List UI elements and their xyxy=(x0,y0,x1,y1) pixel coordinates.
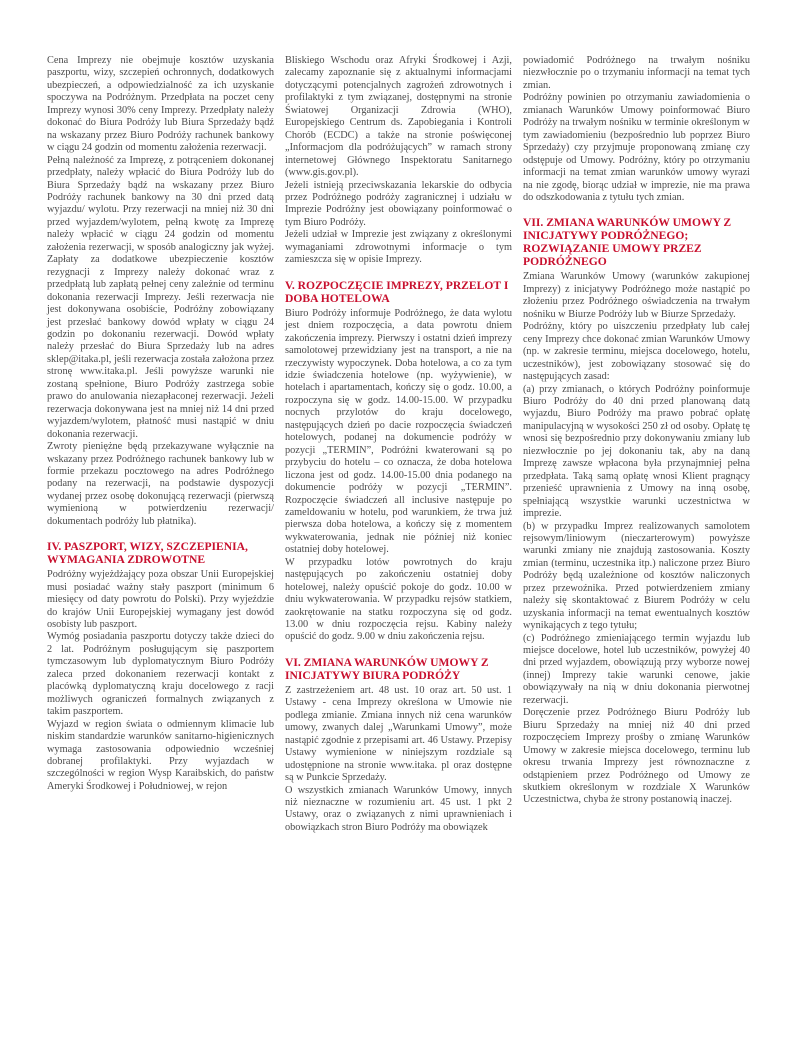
column-middle xyxy=(285,55,512,834)
section-heading-iv: IV. PASZPORT, WIZY, SZCZEPIENIA, WYMAGANIA ZDROWOTNE xyxy=(47,540,248,567)
section-heading-vi: VI. ZMIANA WARUNKÓW UMOWY Z INICJATYWY BIURA PODRÓŻY xyxy=(285,655,489,682)
paragraph-health-info: Bliskiego Wschodu oraz Afryki Środkowej i Azji, zalecamy zapoznanie się z aktualnymi informacjami dotyczącymi potencjalnych zagrożeń zdrowotnych i profilaktyki z tym związanej, dostępnymi na stronie Światowej Organizacji Zdrowia (WHO), Europejskiego Centrum ds. Zapobiegania i Kontroli Chorób (ECDC) a także na stronie poświęconej „Informacjom dla podróżujących” w ramach strony internetowej Głównego Inspektoratu Sanitarnego (www.gis.gov.pl). xyxy=(285,55,512,179)
paragraph-rule-a: (a) przy zmianach, o których Podróżny poinformuje Biuro Podróży do 40 dni przed planowaną datą wyjazdu, Biuro Podróży ma prawo pobrać opłatę manipulacyjną w wysokości 250 zł od osoby. Opłatę tę wnosi się bezpośrednio przy dokonywaniu zmiany lub niezwłocznie po jej dokonaniu tak, aby na daną Imprezę zawsze wpłacona była przynajmniej pełna przedpłata. Taką samą opłatę wnosi Klient pragnący przenieść uprawnienia z Umowy na inną osobę, spełniającą wszystkie warunki uczestnictwa w imprezie. xyxy=(523,383,750,520)
section-heading-vii: VII. ZMIANA WARUNKÓW UMOWY Z INICJATYWY PODRÓŻNEGO; ROZWIĄZANIE UMOWY PRZEZ PODRÓŻNEGO xyxy=(523,216,732,269)
paragraph-rule-b: (b) w przypadku Imprez realizowanych samolotem rejsowym/liniowym (nieczarterowym) powyższe warunki zmiany nie znajdują zastosowania. Koszty zmian (terminu, uczestnika itp.) naliczone przez Biuro Podróży będą uzależnione od kosztów naliczonych przez przewoźnika. Przed potwierdzeniem zmiany należy się skontaktować z Biurem Podróży w celu uzyskania informacji na temat ewentualnych kosztów wynikających z tego tytułu; xyxy=(523,520,750,632)
paragraph-prices-prepayment: Cena Imprezy nie obejmuje kosztów uzyskania paszportu, wizy, szczepień ochronnych, dodatkowych ubezpieczeń, a odpowiedzialność za ich uzyskanie spoczywa na Podróżnym. Przedpłata na poczet ceny Imprezy wynosi 30% ceny Imprezy. Przedpłaty należy dokonać do Biura Podróży lub Biura Sprzedaży bądź na wskazany przez Biuro Podróży rachunek bankowy w ciągu 24 godzin od momentu założenia rezerwacji. xyxy=(47,55,274,154)
paragraph-change-notification: O wszystkich zmianach Warunków Umowy, innych niż nieznaczne w rozumieniu art. 45 ust. 1 pkt 2 Ustawy, oraz o związanych z nimi uprawnieniach i obowiązkach stron Biuro Podróży ma obowiązek xyxy=(285,784,512,833)
section-heading-v: V. ROZPOCZĘCIE IMPREZY, PRZELOT I DOBA HOTELOWA xyxy=(285,278,509,305)
paragraph-notify-traveller: powiadomić Podróżnego na trwałym nośniku niezwłocznie po o trzymaniu informacji na temat tych zmian. xyxy=(523,55,750,91)
paragraph-change-rules: Podróżny, który po uiszczeniu przedpłaty lub całej ceny Imprezy chce dokonać zmian Warunków Umowy (np. w zakresie terminu, miejsca docelowego, hotelu, uczestników), jest zobowiązany stosować się do następujących zasad: xyxy=(523,321,750,383)
paragraph-passport: Podróżny wyjeżdżający poza obszar Unii Europejskiej musi posiadać ważny stały paszport (minimum 6 miesięcy od daty powrotu do Polski). Przy wyjeździe do krajów Unii Europejskiej wymagany jest dowód osobisty lub paszport. xyxy=(47,569,274,631)
column-left xyxy=(47,55,274,793)
paragraph-climate: Wyjazd w region świata o odmiennym klimacie lub niskim standardzie warunków sanitarno-higienicznych wymaga zastosowania odpowiednio wcześniej dobranej profilaktyki. Przy wyjazdach w szczególności w region Wysp Karaibskich, do państw Ameryki Środkowej i Południowej, w rejon xyxy=(47,718,274,792)
paragraph-refunds: Zwroty pieniężne będą przekazywane wyłącznie na wskazany przez Podróżnego rachunek bankowy lub w formie przekazu pocztowego na adres Podróżnego podany na rezerwacji, na podstawie dyspozycji wydanej przez osobę dokonującą rezerwacji (pierwszą wymienioną w potwierdzeniu rezerwacji/ dokumentach podróży lub płatnika). xyxy=(47,441,274,527)
paragraph-passport-children: Wymóg posiadania paszportu dotyczy także dzieci do 2 lat. Podróżnym posługującym się paszportem tymczasowym lub dyplomatycznym Biuro Podróży zaleca przed dokonaniem rezerwacji kontakt z placówką dyplomatyczną kraju docelowego z racji możliwych ograniczeń formalnych związanych z takim paszportem. xyxy=(47,631,274,718)
paragraph-medical-contraindications: Jeżeli istnieją przeciwskazania lekarskie do odbycia przez Podróżnego podróży zagranicznej i udziału w Imprezie Podróżny jest obowiązany poinformować o tym Biuro Podróży. xyxy=(285,179,512,228)
paragraph-rule-c: (c) Podróżnego zmieniającego termin wyjazdu lub miejsce docelowe, hotel lub uczestników, powyżej 40 dni przed wyjazdem, obowiązują przy wyborze nowej (innej) Imprezy takie warunki cenowe, jakie obowiązywały na nią w dniu dokonania pierwotnej rezerwacji. xyxy=(523,632,750,706)
paragraph-health-requirements: Jeżeli udział w Imprezie jest związany z określonymi wymaganiami zdrowotnymi informacje o tym zamieszcza się w opisie Imprezy. xyxy=(285,229,512,266)
column-right xyxy=(523,55,750,807)
paragraph-return-flights: W przypadku lotów powrotnych do kraju następujących po zakończeniu ostatniej doby hotelowej, należy opuścić pokoje do godz. 10.00 w dniu wykwaterowania. W przypadku rejsów statkiem, zaokrętowanie na statku rozpoczyna się od godz. 13.00 w dniu rozpoczęcia rejsu. Kabiny należy opuścić do godz. 9.00 w dniu zakończenia rejsu. xyxy=(285,556,512,643)
paragraph-traveller-response: Podróżny powinien po otrzymaniu zawiadomienia o zmianach Warunków Umowy poinformować Biuro Podróży na trwałym nośniku w terminie określonym w tym zawiadomieniu (bezpośrednio lub poprzez Biuro Sprzedaży) czy przyjmuje proponowaną zmianę czy odstępuje od Umowy. Podróżny, który po otrzymaniu informacji na temat zmian warunków umowy wyrazi na nie zgodę, biorąc udział w imprezie, nie ma prawa do odszkodowania z tytułu tych zmian. xyxy=(523,92,750,203)
paragraph-hotel-day: Biuro Podróży informuje Podróżnego, że data wylotu jest dniem rozpoczęcia, a data powrotu dniem zakończenia imprezy. Pierwszy i ostatni dzień imprezy samolotowej przewidziany jest na transport, a nie na rzeczywisty wypoczynek. Doba hotelowa, a co za tym idzie świadczenia hotelowe (np. wyżywienie), w hotelach i apartamentach, kończy się o godz. 10.00, a rozpoczyna się w godz. 14.00-15.00. W przypadku nocnych przylotów do kraju docelowego, następujących dzień po dacie rozpoczęcia świadczeń hotelowych, podanej na dokumencie podróży w pozycji „TERMIN”, Podróżni kwaterowani są po przybyciu do hotelu – co oznacza, że doba hotelowa liczona jest od godz. 14.00-15.00 dnia podanego na dokumencie podróży w pozycji „TERMIN”. Rozpoczęcie świadczeń all inclusive następuje po zameldowaniu w hotelu, pod warunkiem, że trwa już pierwsza doba hotelowa, a kończy się z momentem wykwaterowania, jednak nie później niż koniec ostatniej doby hotelowej. xyxy=(285,307,512,556)
paragraph-late-change: Doręczenie przez Podróżnego Biuru Podróży lub Biuru Sprzedaży na mniej niż 40 dni przed rozpoczęciem Imprezy prośby o zmianę Warunków Umowy w zakresie miejsca docelowego, terminu lub okresu trwania Imprezy jest równoznaczne z odstąpieniem przez Podróżnego od Umowy ze skutkiem określonym w rozdziale X Warunków Uczestnictwa, chyba że strony postanowią inaczej. xyxy=(523,707,750,806)
paragraph-change-by-traveller: Zmiana Warunków Umowy (warunków zakupionej Imprezy) z inicjatywy Podróżnego może nastąpić po złożeniu przez Podróżnego oświadczenia na trwałym nośniku w Biurze Podróży lub w Biurze Sprzedaży. xyxy=(523,271,750,320)
paragraph-price-change: Z zastrzeżeniem art. 48 ust. 10 oraz art. 50 ust. 1 Ustawy - cena Imprezy określona w Umowie nie podlega zmianie. Zmiana innych niż cena warunków umowy, zwanych dalej „Warunkami Umowy”, może nastąpić zgodnie z przepisami art. 46 Ustawy. Przepisy Ustawy wymienione w niniejszym rozdziale są udostępnione na stronie www.itaka. pl oraz dostępne są w Punkcie Sprzedaży. xyxy=(285,684,512,784)
paragraph-full-payment: Pełną należność za Imprezę, z potrąceniem dokonanej przedpłaty, należy wpłacić do Biura Podróży lub do Biura Sprzedaży bądź na wskazany przez Biuro Podróży rachunek bankowy na 30 dni przed datą wyjazdu/ wylotu. Przy rezerwacji na mniej niż 30 dni przed wyjazdem/wylotem, pełną kwotę za Imprezę należy wpłacić w ciągu 24 godzin od momentu założenia rezerwacji, w sposób analogiczny jak wyżej. Zapłaty za dodatkowe ubezpieczenie kosztów rezygnacji z Imprezy należy dokonać wraz z przedpłatą lub zapłatą pełnej ceny zależnie od terminu dokonania rezerwacji Imprezy. Jeśli rezerwacja nie jest dokonywana osobiście, Podróżny zobowiązany jest przesłać bankowy dowód wpłaty w ciągu 24 godzin po dokonaniu rezerwacji. Dowód wpłaty należy przesłać do Biura Sprzedaży lub na adres sklep@itaka.pl, jeśli rezerwacja została założona przez stronę www.itaka.pl. Jeśli powyższe warunki nie zostaną spełnione, Biuro Podróży zastrzega sobie prawo do anulowania niezapłaconej rezerwacji. Jeżeli rezerwacja dokonywana jest na mniej niż 14 dni przed wyjazdem/wylotem, płatność musi nastąpić w dniu dokonania rezerwacji. xyxy=(47,154,274,440)
